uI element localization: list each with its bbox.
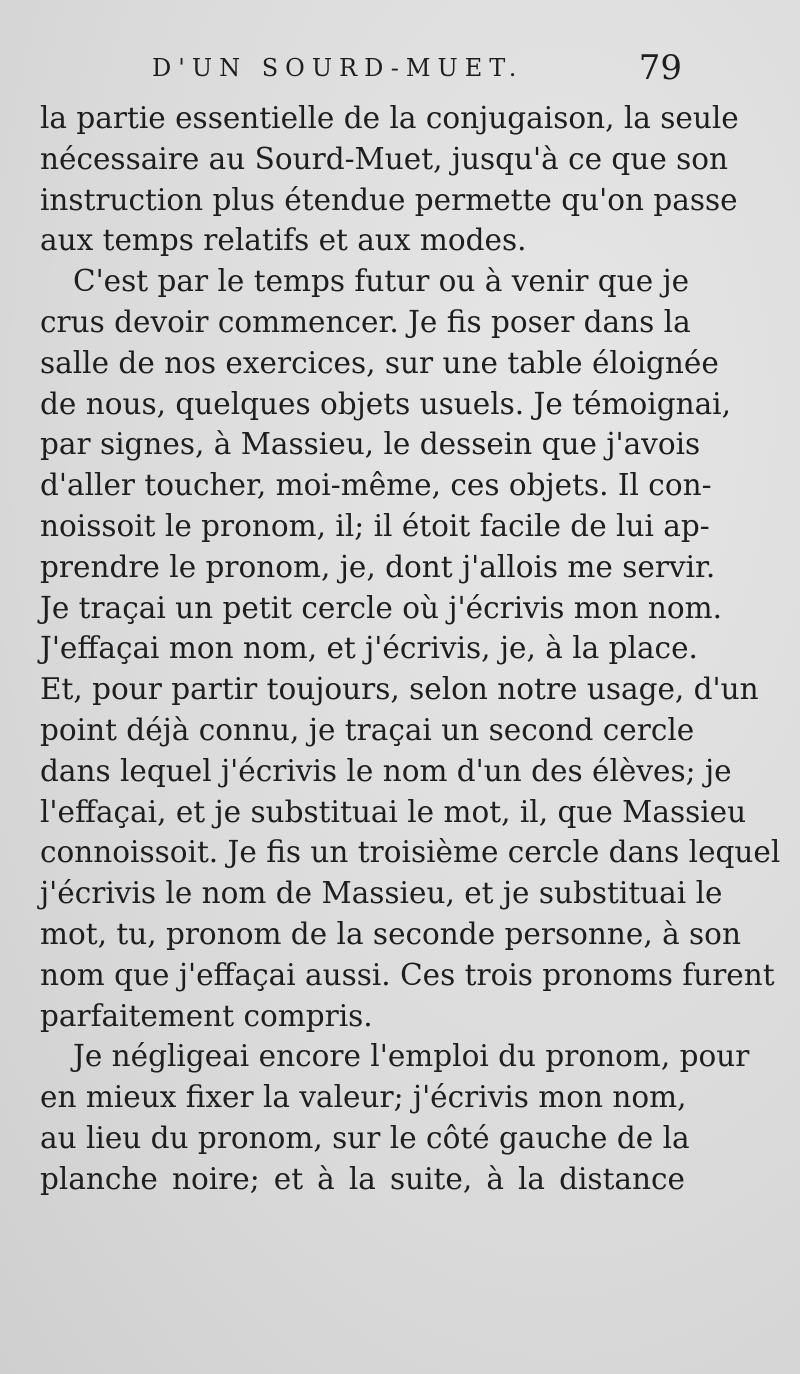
page-number: 79 — [638, 48, 682, 88]
text-line: l'effaçai, et je substituai le mot, il, que Massieu — [40, 794, 747, 829]
text-line: noissoit le pronom, il; il étoit facile de lui ap- — [40, 508, 710, 543]
text-line: parfaitement compris. — [40, 998, 373, 1033]
text-line: point déjà connu, je traçai un second cercle — [40, 712, 695, 747]
text-line: la partie essentielle de la conjugaison, la seule — [40, 101, 739, 135]
text-line: Je négligeai encore l'emploi du pronom, pour — [73, 1039, 750, 1074]
text-line: C'est par le temps futur ou à venir que je — [73, 264, 690, 299]
text-line: nécessaire au Sourd-Muet, jusqu'à ce que son — [40, 141, 729, 176]
text-line: aux temps relatifs et aux modes. — [40, 223, 527, 258]
text-line: par signes, à Massieu, le dessein que j'avois — [40, 427, 701, 462]
text-line: prendre le pronom, je, dont j'allois me servir. — [40, 549, 716, 584]
text-line: Je traçai un petit cercle où j'écrivis mon nom. — [40, 590, 722, 625]
text-line: salle de nos exercices, sur une table éloignée — [40, 345, 719, 380]
text-line: Et, pour partir toujours, selon notre usage, d'un — [40, 672, 759, 707]
text-line: de nous, quelques objets usuels. Je témoignai, — [40, 386, 731, 421]
text-line: nom que j'effaçai aussi. Ces trois pronoms furent — [40, 957, 775, 992]
text-line: dans lequel j'écrivis le nom d'un des élèves; je — [40, 753, 732, 788]
body-text — [40, 98, 781, 1200]
text-line: crus devoir commencer. Je fis poser dans la — [40, 304, 691, 339]
text-line: d'aller toucher, moi-même, ces objets. Il con- — [40, 468, 712, 503]
text-line: instruction plus étendue permette qu'on passe — [40, 182, 738, 217]
text-line: connoissoit. Je fis un troisième cercle dans lequel — [40, 835, 781, 870]
text-line: en mieux fixer la valeur; j'écrivis mon nom, — [40, 1080, 687, 1115]
text-line: au lieu du pronom, sur le côté gauche de la — [40, 1120, 690, 1155]
text-line: planche noire; et à la suite, à la distance — [40, 1161, 685, 1196]
text-line: J'effaçai mon nom, et j'écrivis, je, à la place. — [40, 631, 698, 666]
page-header — [40, 48, 690, 98]
running-head: D'UN SOURD-MUET. — [152, 54, 524, 82]
text-line: mot, tu, pronom de la seconde personne, à son — [40, 916, 741, 951]
text-line: j'écrivis le nom de Massieu, et je substituai le — [40, 876, 723, 911]
